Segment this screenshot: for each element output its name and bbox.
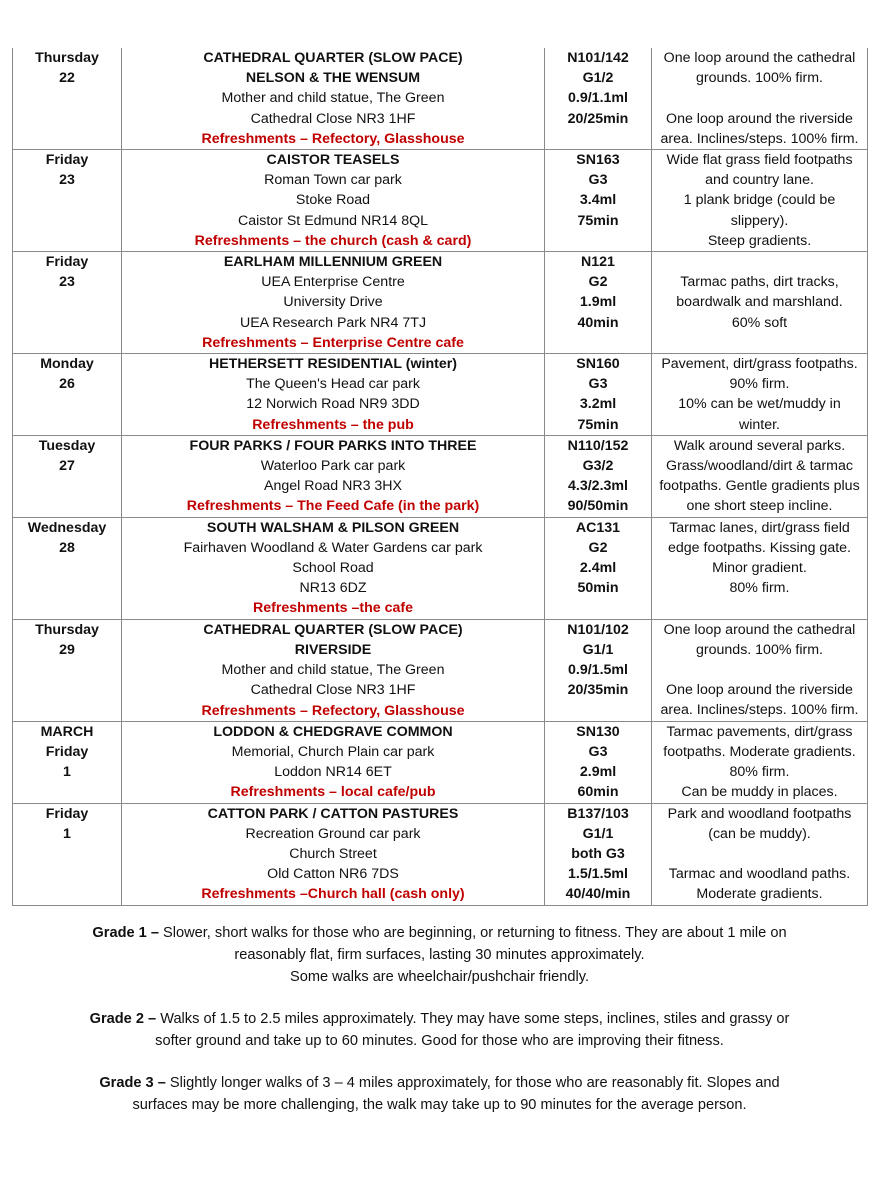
walk-notes-line: one short steep incline. (686, 498, 833, 515)
walk-date-line: 1 (63, 764, 71, 781)
walk-code-line: 3.4ml (579, 192, 617, 209)
walk-details-cell (122, 48, 545, 150)
walk-code-line: G1/2 (582, 70, 614, 87)
walk-code-line: N110/152 (567, 437, 629, 454)
walk-notes-cell (652, 721, 868, 803)
walk-notes-line: winter. (738, 416, 780, 433)
walk-title: CATTON PARK / CATTON PASTURES (207, 805, 459, 822)
walk-date-cell (13, 435, 122, 517)
spacer (654, 252, 865, 272)
walk-date-line: Tuesday (38, 437, 96, 454)
walk-code-line: G1/1 (582, 641, 614, 658)
refreshments-note: Refreshments – Refectory, Glasshouse (201, 702, 465, 719)
walk-code-line: 60min (577, 784, 619, 801)
table-row (13, 354, 868, 436)
walk-date-line: 23 (59, 172, 75, 189)
walk-title: EARLHAM MILLENNIUM GREEN (223, 254, 443, 271)
walk-date-cell (13, 48, 122, 150)
walk-date-line: 23 (59, 274, 75, 291)
walk-code-line: G3 (588, 172, 608, 189)
refreshments-note: Refreshments – the pub (252, 416, 414, 433)
walk-location-line: Caistor St Edmund NR14 8QL (237, 212, 429, 229)
walk-code-line: 75min (577, 416, 619, 433)
grade-text: Slower, short walks for those who are beginning, or returning to fitness. They are about 1 mile on (158, 925, 787, 941)
walk-notes-line: edge footpaths. Kissing gate. (668, 539, 851, 556)
walk-date-line: 27 (59, 458, 75, 475)
walk-notes-line: (can be muddy). (708, 825, 811, 842)
walk-date-cell (13, 150, 122, 252)
walk-details-cell (122, 435, 545, 517)
walk-notes-line: grounds. 100% firm. (696, 70, 823, 87)
walk-notes-line: and country lane. (705, 172, 814, 189)
grade-text: reasonably flat, firm surfaces, lasting 30 minutes approximately. (234, 947, 645, 963)
walk-code-line: SN160 (576, 356, 620, 373)
walk-code-line: 3.2ml (579, 396, 617, 413)
walk-notes-line: 60% soft (731, 314, 788, 331)
walk-date-line: Thursday (35, 50, 99, 66)
walk-notes-cell (652, 48, 868, 150)
walk-location-line: Fairhaven Woodland & Water Gardens car park (183, 539, 483, 556)
grade-paragraph (20, 922, 859, 988)
walk-location-line: School Road (292, 560, 374, 577)
walk-date-cell (13, 803, 122, 905)
walk-location-line: Loddon NR14 6ET (274, 764, 392, 781)
walk-details-cell (122, 354, 545, 436)
walk-date-cell (13, 721, 122, 803)
walk-code-line: 90/50min (567, 498, 629, 515)
walk-code-line: 0.9/1.1ml (568, 90, 628, 107)
walk-location-line: University Drive (283, 294, 383, 311)
walk-code-line: 50min (577, 580, 619, 597)
walk-date-line: 26 (59, 376, 75, 393)
walk-location-line: Old Catton NR6 7DS (267, 866, 399, 883)
walk-notes-line: Tarmac and woodland paths. (668, 866, 851, 883)
spacer (654, 88, 865, 108)
grade-text: Slightly longer walks of 3 – 4 miles approximately, for those who are reasonably fit. Slopes and (165, 1075, 780, 1091)
spacer (654, 660, 865, 680)
walk-notes-line: 10% can be wet/muddy in (678, 396, 841, 413)
walk-notes-line: Walk around several parks. (673, 437, 846, 454)
walk-code-line: N101/102 (567, 621, 629, 638)
walk-date-cell (13, 252, 122, 354)
walk-notes-line: Steep gradients. (707, 232, 812, 249)
walk-title: CATHEDRAL QUARTER (SLOW PACE) (203, 50, 463, 66)
table-row (13, 252, 868, 354)
walk-code-line: 2.9ml (579, 764, 617, 781)
walk-location-line: NR13 6DZ (299, 580, 367, 597)
walk-location-line: Recreation Ground car park (245, 825, 421, 842)
walk-details-cell (122, 619, 545, 721)
walk-location-line: Roman Town car park (264, 172, 402, 189)
refreshments-note: Refreshments – Refectory, Glasshouse (201, 130, 465, 147)
grade-text: Walks of 1.5 to 2.5 miles approximately. They may have some steps, inclines, stiles and grassy or (156, 1011, 790, 1027)
walk-date-cell (13, 517, 122, 619)
walk-title: FOUR PARKS / FOUR PARKS INTO THREE (189, 437, 477, 454)
walk-notes-line: Grass/woodland/dirt & tarmac (666, 458, 853, 475)
walk-notes-line: Can be muddy in places. (681, 784, 838, 801)
walk-notes-cell (652, 619, 868, 721)
refreshments-note: Refreshments – The Feed Cafe (in the park) (186, 498, 480, 515)
walk-code-cell (545, 48, 652, 150)
walk-date-cell (13, 354, 122, 436)
walk-code-line: G1/1 (582, 825, 614, 842)
walk-title: RIVERSIDE (294, 641, 372, 658)
walk-notes-line: footpaths. Gentle gradients plus (659, 478, 860, 495)
walk-code-line: 4.3/2.3ml (568, 478, 628, 495)
walk-date-line: Monday (40, 356, 94, 373)
walk-date-line: Friday (45, 152, 89, 169)
walk-location-line: Cathedral Close NR3 1HF (250, 110, 416, 127)
table-row (13, 803, 868, 905)
walk-date-line: Friday (45, 805, 89, 822)
walk-location-line: Angel Road NR3 3HX (263, 478, 402, 495)
walk-notes-cell (652, 803, 868, 905)
refreshments-note: Refreshments – the church (cash & card) (194, 232, 472, 249)
walk-date-line: MARCH (40, 723, 94, 740)
walk-code-line: 40min (577, 314, 619, 331)
walk-notes-line: One loop around the riverside (666, 110, 853, 127)
grade-label: Grade 3 – (99, 1075, 166, 1091)
grade-label: Grade 1 – (92, 925, 159, 941)
walk-notes-line: Tarmac pavements, dirt/grass (666, 723, 853, 740)
walk-notes-line: boardwalk and marshland. (676, 294, 843, 311)
walk-code-cell (545, 517, 652, 619)
walk-date-line: Thursday (35, 621, 99, 638)
walk-location-line: UEA Enterprise Centre (261, 274, 405, 291)
walk-notes-line: Moderate gradients. (696, 886, 823, 903)
walk-location-line: Memorial, Church Plain car park (231, 743, 435, 760)
walk-date-line: 1 (63, 825, 71, 842)
walk-notes-line: One loop around the riverside (666, 682, 853, 699)
walk-code-cell (545, 619, 652, 721)
grade-paragraph (20, 1072, 859, 1116)
walks-table-body (13, 48, 868, 905)
walk-date-line: Friday (45, 743, 89, 760)
walk-location-line: UEA Research Park NR4 7TJ (239, 314, 427, 331)
walk-location-line: Stoke Road (295, 192, 371, 209)
walk-code-line: 75min (577, 212, 619, 229)
walk-code-cell (545, 435, 652, 517)
walk-code-line: 0.9/1.5ml (568, 662, 628, 679)
grade-text: softer ground and take up to 60 minutes. Good for those who are improving their fitness. (155, 1033, 724, 1049)
refreshments-note: Refreshments – local cafe/pub (230, 784, 436, 801)
walk-notes-line: 80% firm. (729, 764, 790, 781)
walk-location-line: Mother and child statue, The Green (221, 90, 445, 107)
walk-code-cell (545, 252, 652, 354)
walk-notes-line: Park and woodland footpaths (667, 805, 852, 822)
walk-code-line: 20/25min (567, 110, 629, 127)
walk-date-line: 28 (59, 539, 75, 556)
walk-notes-line: One loop around the cathedral (663, 50, 856, 66)
walk-notes-line: 90% firm. (729, 376, 790, 393)
walk-code-line: 20/35min (567, 682, 629, 699)
grade-descriptions (20, 922, 859, 1136)
grade-text: Some walks are wheelchair/pushchair friendly. (289, 969, 590, 985)
walk-notes-line: area. Inclines/steps. 100% firm. (660, 130, 859, 147)
walk-code-line: AC131 (575, 519, 621, 536)
walk-location-line: Church Street (289, 845, 377, 862)
walk-location-line: Waterloo Park car park (260, 458, 406, 475)
walk-date-cell (13, 619, 122, 721)
walk-code-line: G3/2 (582, 458, 614, 475)
walk-notes-line: 1 plank bridge (could be (683, 192, 836, 209)
walk-location-line: Mother and child statue, The Green (221, 662, 445, 679)
walk-date-line: Wednesday (27, 519, 107, 536)
walk-details-cell (122, 517, 545, 619)
walk-notes-line: area. Inclines/steps. 100% firm. (660, 702, 859, 719)
table-row (13, 517, 868, 619)
walk-location-line: 12 Norwich Road NR9 3DD (246, 396, 420, 413)
walk-title: LODDON & CHEDGRAVE COMMON (213, 723, 453, 740)
walk-notes-line: slippery). (730, 212, 789, 229)
walk-code-line: 1.5/1.5ml (568, 866, 628, 883)
walk-code-line: G2 (588, 274, 608, 291)
walk-location-line: The Queen's Head car park (246, 376, 420, 393)
walk-notes-cell (652, 252, 868, 354)
walk-code-line: 40/40/min (565, 886, 631, 903)
walk-title: CAISTOR TEASELS (266, 152, 400, 169)
walk-title: CATHEDRAL QUARTER (SLOW PACE) (203, 621, 463, 638)
walk-code-line: G3 (588, 743, 608, 760)
walk-code-line: SN130 (576, 723, 620, 740)
walk-notes-cell (652, 435, 868, 517)
walk-code-cell (545, 150, 652, 252)
table-row (13, 619, 868, 721)
refreshments-note: Refreshments –the cafe (252, 600, 414, 617)
walk-code-cell (545, 354, 652, 436)
grade-paragraph (20, 1008, 859, 1052)
walk-code-line: G3 (588, 376, 608, 393)
refreshments-note: Refreshments – Enterprise Centre cafe (202, 334, 464, 351)
walk-code-line: G2 (588, 539, 608, 556)
walk-notes-cell (652, 517, 868, 619)
walk-notes-line: Tarmac paths, dirt tracks, (680, 274, 839, 291)
walk-date-line: Friday (45, 254, 89, 271)
walk-notes-line: Minor gradient. (712, 560, 807, 577)
walk-title: SOUTH WALSHAM & PILSON GREEN (206, 519, 460, 536)
walk-code-cell (545, 803, 652, 905)
walk-notes-line: Tarmac lanes, dirt/grass field (669, 519, 850, 536)
table-row (13, 150, 868, 252)
walk-code-line: N121 (581, 254, 615, 271)
walk-code-line: 2.4ml (579, 560, 617, 577)
walk-notes-line: One loop around the cathedral (663, 621, 856, 638)
walk-code-line: B137/103 (567, 805, 629, 822)
walk-code-line: SN163 (576, 152, 620, 169)
walk-details-cell (122, 803, 545, 905)
grade-label: Grade 2 – (89, 1011, 157, 1027)
walk-title: NELSON & THE WENSUM (245, 70, 421, 87)
walk-notes-cell (652, 354, 868, 436)
table-row (13, 721, 868, 803)
walk-details-cell (122, 721, 545, 803)
walk-date-line: 22 (59, 70, 75, 87)
table-row (13, 435, 868, 517)
walk-notes-cell (652, 150, 868, 252)
walk-details-cell (122, 150, 545, 252)
grade-text: surfaces may be more challenging, the walk may take up to 90 minutes for the average person. (132, 1097, 747, 1113)
walks-table (12, 48, 868, 906)
refreshments-note: Refreshments –Church hall (cash only) (201, 886, 465, 903)
walk-notes-line: grounds. 100% firm. (696, 641, 823, 658)
walk-notes-line: 80% firm. (729, 580, 790, 597)
walk-details-cell (122, 252, 545, 354)
walk-code-line: N101/142 (567, 50, 629, 66)
walk-location-line: Cathedral Close NR3 1HF (250, 682, 416, 699)
table-row (13, 48, 868, 150)
spacer (654, 844, 865, 864)
walk-notes-line: footpaths. Moderate gradients. (663, 743, 856, 760)
walk-date-line: 29 (59, 641, 75, 658)
walk-title: HETHERSETT RESIDENTIAL (winter) (208, 356, 458, 373)
walk-notes-line: Pavement, dirt/grass footpaths. (661, 356, 858, 373)
walk-code-line: 1.9ml (579, 294, 617, 311)
walk-notes-line: Wide flat grass field footpaths (666, 152, 853, 169)
walk-code-cell (545, 721, 652, 803)
walk-code-line: both G3 (571, 845, 625, 862)
